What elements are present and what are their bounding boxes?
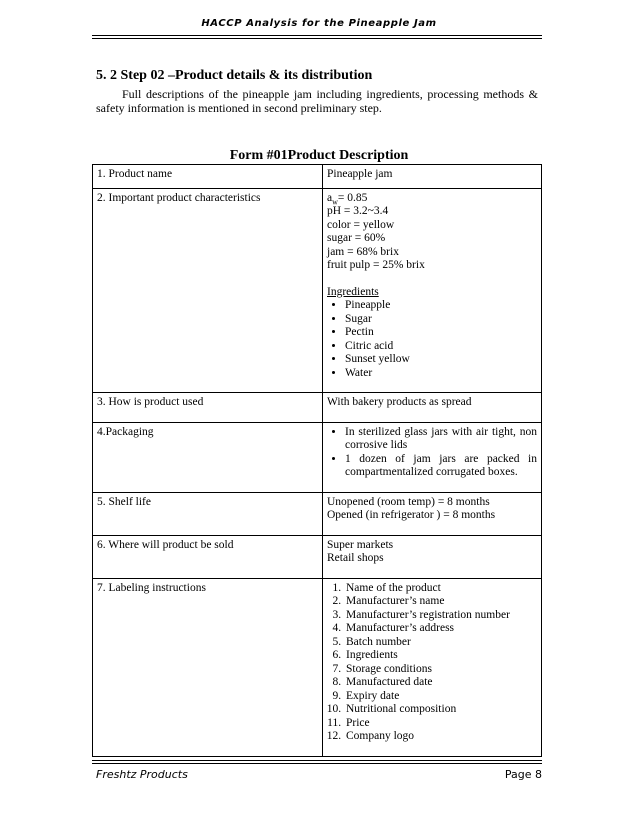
list-item: • Sunset yellow <box>345 353 537 367</box>
characteristic-line: jam = 68% brix <box>327 245 399 258</box>
ingredients-heading: Ingredients <box>327 285 379 298</box>
table-row <box>93 188 542 393</box>
characteristic-line: color = yellow <box>327 218 395 231</box>
list-item: 3. Manufacturer’s registration number <box>344 609 537 623</box>
table-row <box>93 535 542 578</box>
row-value: Pineapple jam <box>323 165 542 189</box>
labeling-list <box>327 582 537 744</box>
characteristic-line: sugar = 60% <box>327 232 386 244</box>
sales-line: Retail shops <box>327 552 384 564</box>
table-row <box>93 492 542 535</box>
row-label: 4.Packaging <box>93 422 323 492</box>
list-item: • Pineapple <box>345 299 537 313</box>
form-title: Form #01Product Description <box>229 148 409 163</box>
header-rule-thin <box>92 38 542 39</box>
list-item: 5. Batch number <box>344 636 537 650</box>
header-rule <box>92 35 542 36</box>
list-item: • Water <box>345 367 537 381</box>
row-value: With bakery products as spread <box>323 393 542 423</box>
product-description-table <box>92 164 542 757</box>
list-item: 9. Expiry date <box>344 690 537 704</box>
footer-page-number: Page 8 <box>504 768 542 781</box>
list-item: • Pectin <box>345 326 537 340</box>
row-label: 2. Important product characteristics <box>93 188 323 393</box>
table-row <box>93 165 542 189</box>
water-activity: $a_w= 0.85$ <box>327 191 368 206</box>
list-item: 10. Nutritional composition <box>344 703 537 717</box>
running-header: HACCP Analysis for the Pineapple Jam <box>201 18 437 29</box>
sales-line: Super markets <box>327 538 394 551</box>
row-label: 7. Labeling instructions <box>93 578 323 756</box>
list-item: 1. Name of the product <box>344 582 537 596</box>
list-item: 2. Manufacturer’s name <box>344 595 537 609</box>
row-value <box>323 578 542 756</box>
row-label: 3. How is product used <box>93 393 323 423</box>
row-value <box>323 492 542 535</box>
ingredients-list <box>327 299 537 380</box>
table-row <box>93 578 542 756</box>
row-value <box>323 535 542 578</box>
intro-text: Full descriptions of the pineapple jam including ingredients, processing methods & safety information is mentioned in second preliminary step. <box>96 87 538 115</box>
footer-company: Freshtz Products <box>96 768 188 781</box>
list-item: 8. Manufactured date <box>344 676 537 690</box>
footer-rule-thin <box>92 760 542 761</box>
row-value <box>323 422 542 492</box>
intro-paragraph <box>96 87 538 115</box>
list-item: 4. Manufacturer’s address <box>344 622 537 636</box>
list-item: • In sterilized glass jars with air tight, non corrosive lids <box>345 426 537 453</box>
list-item: 6. Ingredients <box>344 649 537 663</box>
table-row <box>93 422 542 492</box>
shelf-life-line: Unopened (room temp) = 8 months <box>327 495 490 508</box>
list-item: • 1 dozen of jam jars are packed in compartmentalized corrugated boxes. <box>345 453 537 480</box>
packaging-list <box>327 426 537 480</box>
row-label: 6. Where will product be sold <box>93 535 323 578</box>
section-heading: 5. 2 Step 02 –Product details & its distribution <box>96 68 373 83</box>
list-item: 12. Company logo <box>344 730 537 744</box>
row-label: 1. Product name <box>93 165 323 189</box>
table-row <box>93 393 542 423</box>
characteristic-line: pH = 3.2~3.4 <box>327 205 389 217</box>
list-item: 11. Price <box>344 717 537 731</box>
list-item: • Citric acid <box>345 340 537 354</box>
footer-rule <box>92 763 542 764</box>
list-item: • Sugar <box>345 313 537 327</box>
list-item: 7. Storage conditions <box>344 663 537 677</box>
row-label: 5. Shelf life <box>93 492 323 535</box>
shelf-life-line: Opened (in refrigerator ) = 8 months <box>327 509 496 521</box>
characteristic-line: fruit pulp = 25% brix <box>327 259 425 271</box>
row-value <box>323 188 542 393</box>
